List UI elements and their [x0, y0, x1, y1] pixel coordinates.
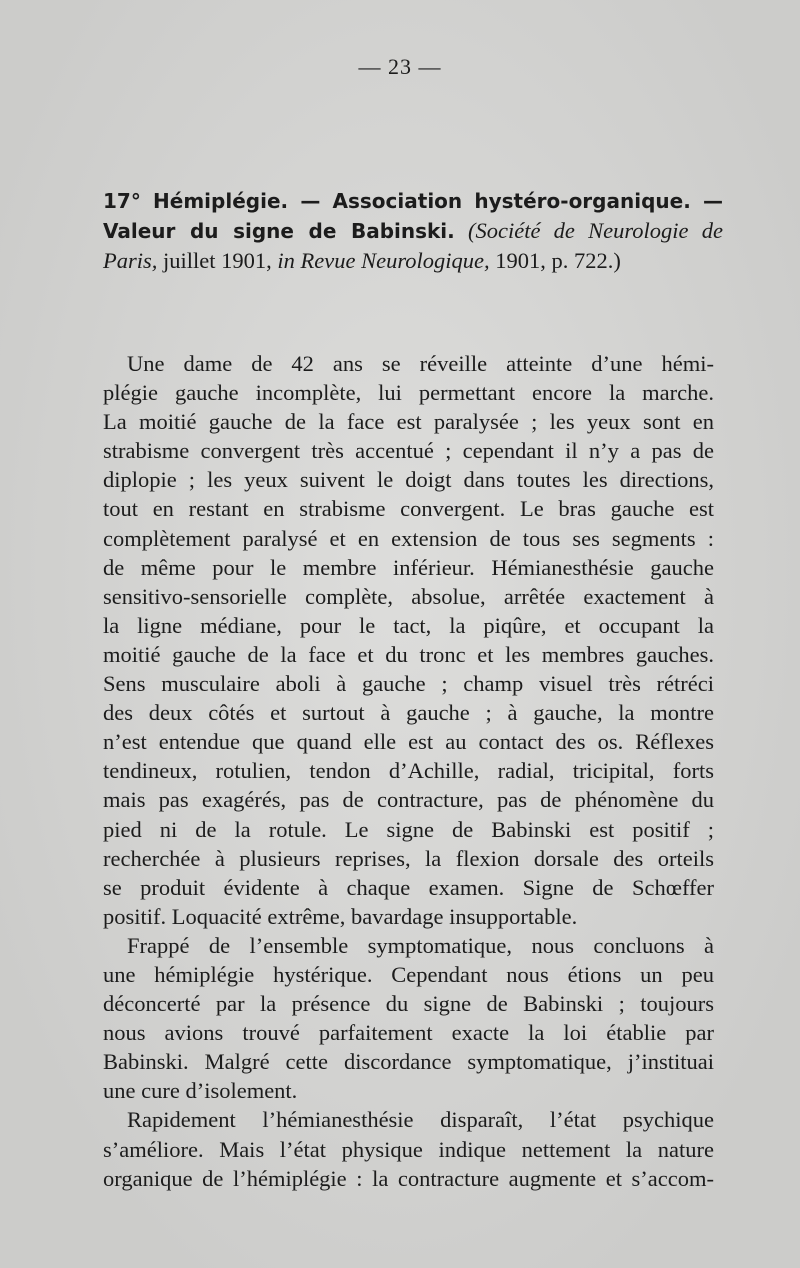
text-line: tout en restant en strabisme convergent. Le bras gauche est [103, 496, 714, 522]
text-line: moitié gauche de la face et du tronc et les membres gauches. [103, 641, 714, 667]
text-line: sensitivo-sensorielle complète, absolue, arrêtée exactement à [103, 583, 714, 609]
text-line: une cure d’isolement. [103, 1078, 298, 1104]
text-line: des deux côtés et surtout à gauche ; à gauche, la montre [103, 700, 714, 726]
text-line: complètement paralysé et en extension de tous ses segments : [103, 525, 714, 551]
text-line: recherchée à plusieurs reprises, la flexion dorsale des orteils [103, 845, 714, 871]
paragraph-1 [103, 349, 714, 931]
text-line: La moitié gauche de la face est paralysée ; les yeux sont en [103, 409, 714, 435]
text-line: strabisme convergent très accentué ; cependant il n’y a pas de [103, 438, 714, 464]
heading-line-3 [103, 246, 723, 275]
text-line: Frappé de l’ensemble symptomatique, nous concluons à [127, 932, 714, 958]
text-line: pied ni de la rotule. Le signe de Babinski est positif ; [103, 816, 714, 842]
text-line: n’est entendue que quand elle est au contact des os. Réflexes [103, 729, 714, 755]
text-line: nous avions trouvé parfaitement exacte la loi établie par [103, 1020, 714, 1046]
page-number: — 23 — [358, 54, 442, 79]
text-line: la ligne médiane, pour le tact, la piqûre, et occupant la [103, 612, 714, 638]
text-line: Sens musculaire aboli à gauche ; champ visuel très rétréci [103, 671, 714, 697]
text-line: Une dame de 42 ans se réveille atteinte d’une hémi- [127, 351, 714, 376]
text-line: tendineux, rotulien, tendon d’Achille, radial, tricipital, forts [103, 758, 714, 784]
text-line: se produit évidente à chaque examen. Signe de Schœffer [103, 874, 714, 900]
heading-line-2 [103, 216, 723, 246]
section-heading [103, 186, 723, 275]
heading-source-1: (Société de Neurologie de [468, 218, 723, 244]
text-line: Rapidement l’hémianesthésie disparaît, l’état psychique [127, 1107, 714, 1133]
text-line: organique de l’hémiplégie : la contracture augmente et s’accom- [103, 1165, 714, 1191]
heading-source-5: 1901, p. 722.) [489, 248, 621, 274]
heading-line-1 [103, 186, 723, 216]
heading-source-2: Paris, [103, 248, 158, 274]
text-line: plégie gauche incomplète, lui permettant encore la marche. [103, 380, 714, 406]
text-line: s’améliore. Mais l’état physique indique nettement la nature [103, 1136, 714, 1162]
text-line: déconcerté par la présence du signe de Babinski ; toujours [103, 991, 714, 1017]
heading-title-1: 17° Hémiplégie. — Association hystéro-organique. — [103, 189, 723, 213]
paragraph-2 [103, 931, 714, 1106]
text-line: diplopie ; les yeux suivent le doigt dans toutes les directions, [103, 467, 714, 493]
heading-source-3: juillet 1901, [157, 248, 278, 274]
paragraph-3 [103, 1105, 714, 1192]
text-line: Babinski. Malgré cette discordance symptomatique, j’instituai [103, 1049, 714, 1075]
heading-title-2: Valeur du signe de Babinski. [103, 219, 455, 244]
body-text [103, 349, 714, 1193]
text-line: positif. Loquacité extrême, bavardage insupportable. [103, 903, 578, 929]
text-line: mais pas exagérés, pas de contracture, pas de phénomène du [103, 787, 714, 813]
heading-source-4: in Revue Neurologique, [277, 248, 490, 274]
text-line: une hémiplégie hystérique. Cependant nous étions un peu [103, 961, 714, 987]
text-line: de même pour le membre inférieur. Hémianesthésie gauche [103, 554, 714, 580]
